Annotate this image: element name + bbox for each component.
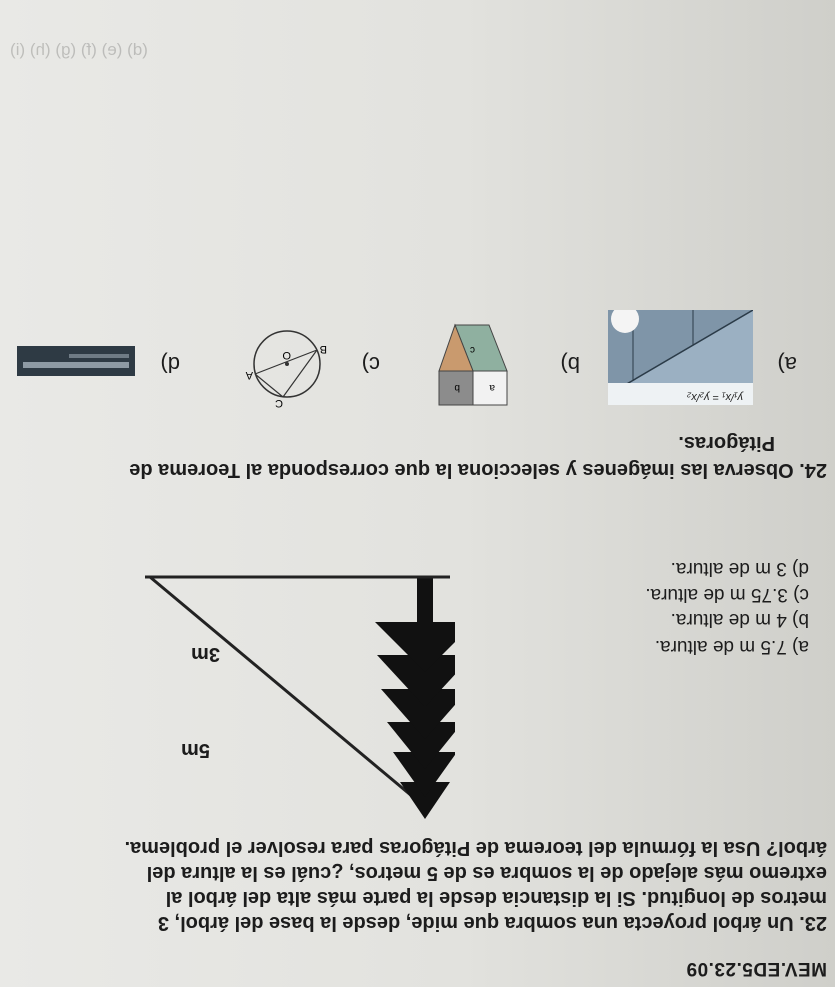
- option-24-c-figure[interactable]: [240, 317, 335, 412]
- option-23-b[interactable]: b) 4 m de altura.: [670, 609, 809, 630]
- base-label: 3m: [191, 643, 220, 665]
- option-24-c-label[interactable]: c): [361, 352, 380, 377]
- option-24-b-label[interactable]: b): [560, 352, 580, 377]
- svg-text:a: a: [489, 382, 495, 393]
- question-23-line-3: extremo más alejado de la sombra es de 5 metros, ¿cuál es la altura del: [146, 862, 827, 884]
- option-24-b-figure[interactable]: [420, 307, 535, 417]
- question-23-line-2: metros de longitud. Si la distancia desde la parte más alta del árbol al: [165, 887, 827, 909]
- option-24-a-formula: y₁/x₁ = y₂/x₂: [687, 391, 743, 403]
- document-code: MEV.ED5.23.09: [686, 958, 827, 979]
- hypotenuse-label: 5m: [181, 739, 210, 761]
- option-24-d-figure[interactable]: [15, 337, 135, 382]
- option-23-d[interactable]: d) 3 m de altura.: [670, 558, 809, 579]
- option-24-d-label[interactable]: d): [160, 352, 180, 377]
- tree-shadow-diagram: [135, 557, 455, 827]
- question-24-line-1: 24. Observa las imágenes y selecciona la que corresponda al Teorema de: [129, 459, 827, 481]
- bleed-through-text: (d) (e) (f) (g) (h) (i): [10, 40, 148, 59]
- svg-text:b: b: [454, 382, 460, 393]
- question-24-line-2: Pitágoras.: [678, 432, 775, 454]
- svg-text:C: C: [275, 397, 283, 409]
- option-24-a-label[interactable]: a): [777, 352, 797, 377]
- svg-text:A: A: [245, 369, 253, 381]
- question-23-line-1: 23. Un árbol proyecta una sombra que mide, desde la base del árbol, 3: [157, 912, 827, 934]
- svg-text:O: O: [282, 349, 291, 361]
- option-23-c[interactable]: c) 3.75 m de altura.: [645, 584, 809, 605]
- question-23-line-4: árbol? Usa la fórmula del teorema de Pitágoras para resolver el problema.: [124, 837, 827, 859]
- option-23-a[interactable]: a) 7.5 m de altura.: [654, 636, 809, 657]
- svg-text:c: c: [470, 344, 475, 355]
- svg-text:B: B: [319, 343, 327, 355]
- tree-icon: [375, 577, 455, 819]
